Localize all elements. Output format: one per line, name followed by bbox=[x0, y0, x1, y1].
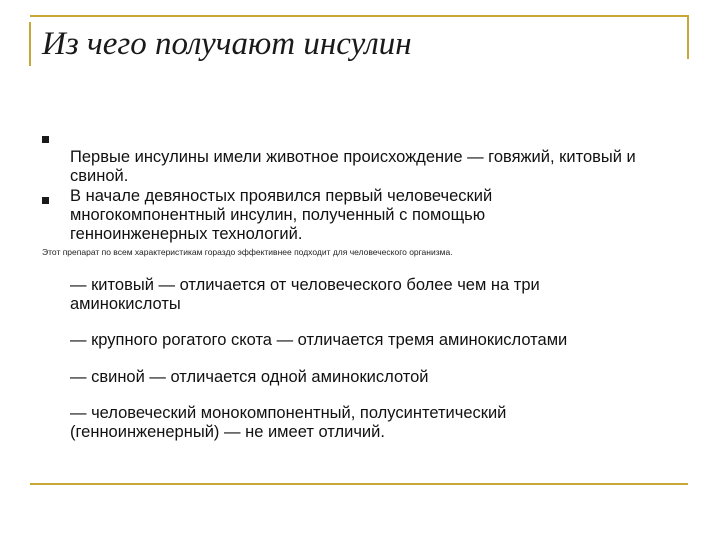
list-item: — китовый — отличается от человеческого более чем на три аминокислоты bbox=[70, 276, 540, 313]
frame-bottom-line bbox=[30, 483, 688, 485]
bullet-marker-2 bbox=[42, 197, 49, 204]
slide-title: Из чего получают инсулин bbox=[42, 26, 412, 62]
bullet-text-2: Первые инсулины имели животное происхождение — говяжий, китовый и свиной. bbox=[70, 148, 636, 185]
small-note: Этот препарат по всем характеристикам гораздо эффективнее подходит для человеческого организма. bbox=[42, 247, 453, 257]
frame-left-line bbox=[29, 22, 31, 66]
list-item: — свиной — отличается одной аминокислотой bbox=[70, 368, 429, 386]
bullet-text-3: В начале девяностых проявился первый человеческий многокомпонентный инсулин, полученный с помощью генноинженерных технологий. bbox=[70, 187, 493, 243]
frame-right-line bbox=[687, 15, 689, 59]
list-item: — крупного рогатого скота — отличается тремя аминокислотами bbox=[70, 331, 568, 349]
bullet-marker-1 bbox=[42, 136, 49, 143]
frame-top-line bbox=[30, 15, 688, 17]
list-item: — человеческий монокомпонентный, полусинтетический (генноинженерный) — не имеет отличий. bbox=[70, 404, 507, 441]
